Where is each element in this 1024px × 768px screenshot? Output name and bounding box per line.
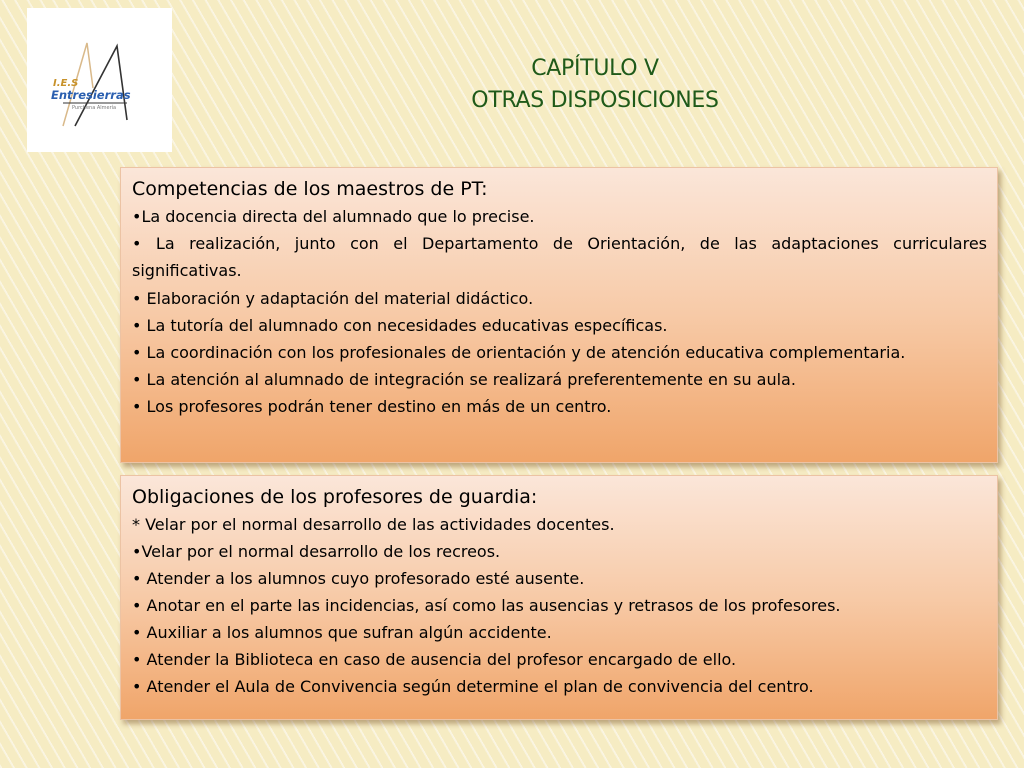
list-item: • La atención al alumnado de integración se realizará preferentemente en su aula. [132,370,796,390]
list-item: •La docencia directa del alumnado que lo precise. [132,207,535,226]
list-item: • Atender el Aula de Convivencia según determine el plan de convivencia del centro. [132,677,814,696]
slide-title [380,53,810,117]
competencias-list [132,203,987,421]
list-item: • Anotar en el parte las incidencias, así como las ausencias y retrasos de los profesores. [132,596,841,615]
list-item: * Velar por el normal desarrollo de las actividades docentes. [132,515,615,534]
school-logo [27,8,172,152]
logo-location: Purchena Almería [72,105,117,111]
list-item: • Elaboración y adaptación del material didáctico. [132,288,534,308]
chapter-subtitle: OTRAS DISPOSICIONES [471,88,719,113]
logo-mountain-icon [27,8,172,152]
list-item: • La tutoría del alumnado con necesidades educativas específicas. [132,315,668,335]
list-item: • Atender la Biblioteca en caso de ausencia del profesor encargado de ello. [132,650,737,669]
obligaciones-heading: Obligaciones de los profesores de guardia: [132,486,538,508]
competencias-panel [120,167,998,463]
list-item: • La coordinación con los profesionales de orientación y de atención educativa complementaria. [132,343,906,363]
list-item: • Los profesores podrán tener destino en más de un centro. [132,397,612,417]
list-item: • Auxiliar a los alumnos que sufran algún accidente. [132,623,552,642]
logo-acronym: I.E.S [53,78,79,89]
list-item: • Atender a los alumnos cuyo profesorado esté ausente. [132,569,585,588]
list-item: • La realización, junto con el Departamento de Orientación, de las adaptaciones curriculares significativas. [132,234,987,281]
chapter-title: CAPÍTULO V [531,56,659,81]
obligaciones-list [132,511,987,700]
obligaciones-panel [120,475,998,720]
competencias-heading: Competencias de los maestros de PT: [132,178,488,200]
logo-name: Entresierras [51,88,131,102]
list-item: •Velar por el normal desarrollo de los recreos. [132,542,501,561]
